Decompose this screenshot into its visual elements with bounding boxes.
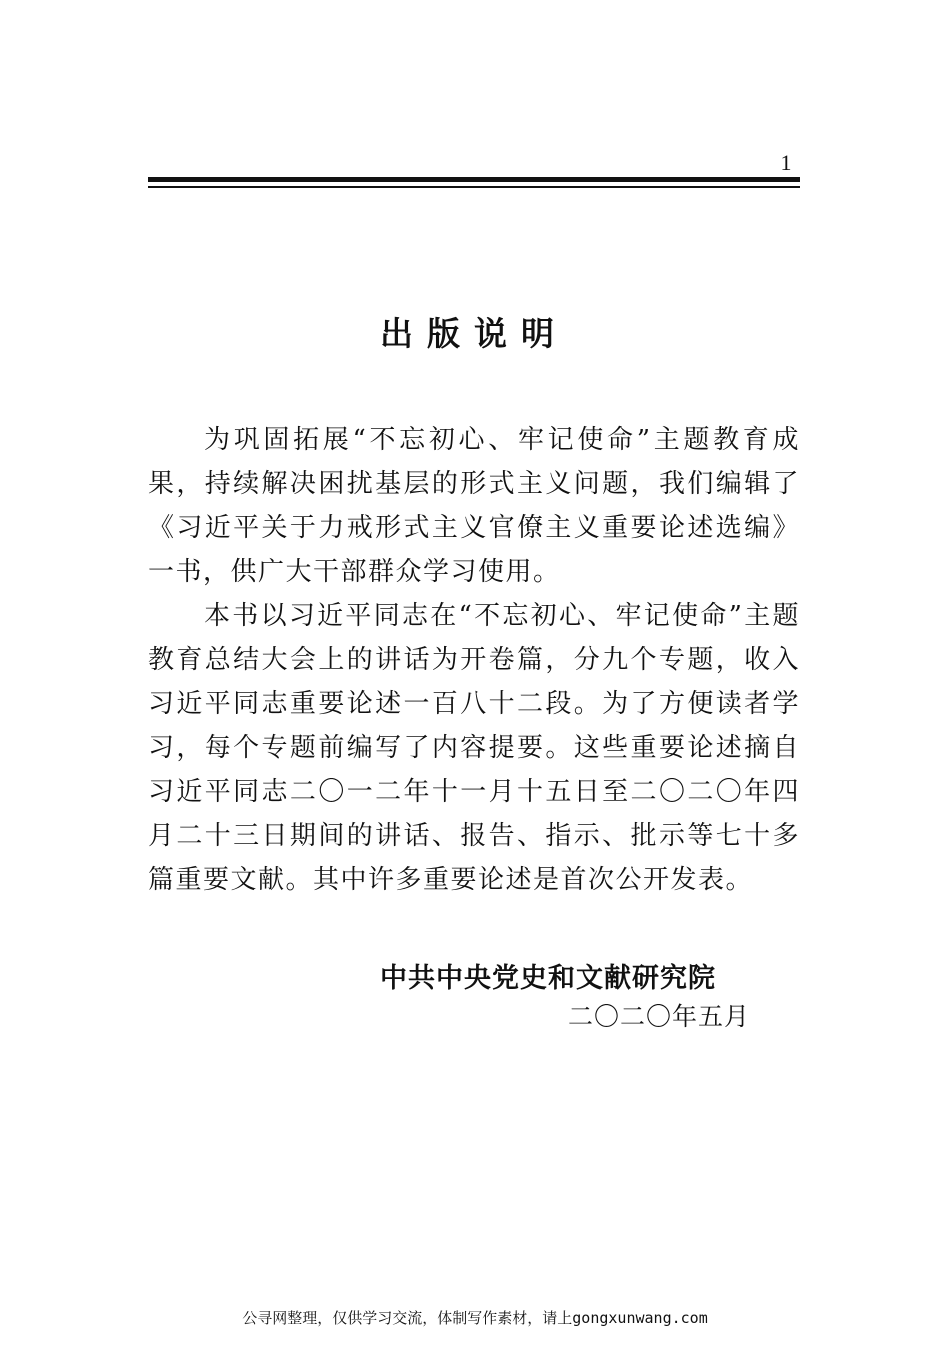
paragraph-2: 本书以习近平同志在“不忘初心、牢记使命”主题教育总结大会上的讲话为开卷篇，分九个专题，收入习近平同志重要论述一百八十二段。为了方便读者学习，每个专题前编写了内容提要。这些重要论述摘自习近平同志二〇一二年十一月十五日至二〇二〇年四月二十三日期间的讲话、报告、指示、批示等七十多篇重要文献。其中许多重要论述是首次公开发表。 — [148, 601, 800, 895]
header-rule-thick — [148, 177, 800, 182]
footer-note: 公寻网整理，仅供学习交流，体制写作素材，请上gongxunwang.com — [242, 1309, 708, 1327]
page-title: 出版说明 — [380, 314, 568, 353]
page-number: 1 — [780, 150, 792, 175]
paragraph-1: 为巩固拓展“不忘初心、牢记使命”主题教育成果，持续解决困扰基层的形式主义问题，我们编辑了《习近平关于力戒形式主义官僚主义重要论述选编》一书，供广大干部群众学习使用。 — [148, 425, 800, 587]
header-rule-thin — [148, 186, 800, 188]
date: 二〇二〇年五月 — [568, 1002, 751, 1031]
body-text — [148, 418, 800, 902]
signature: 中共中央党史和文献研究院 — [380, 963, 716, 994]
